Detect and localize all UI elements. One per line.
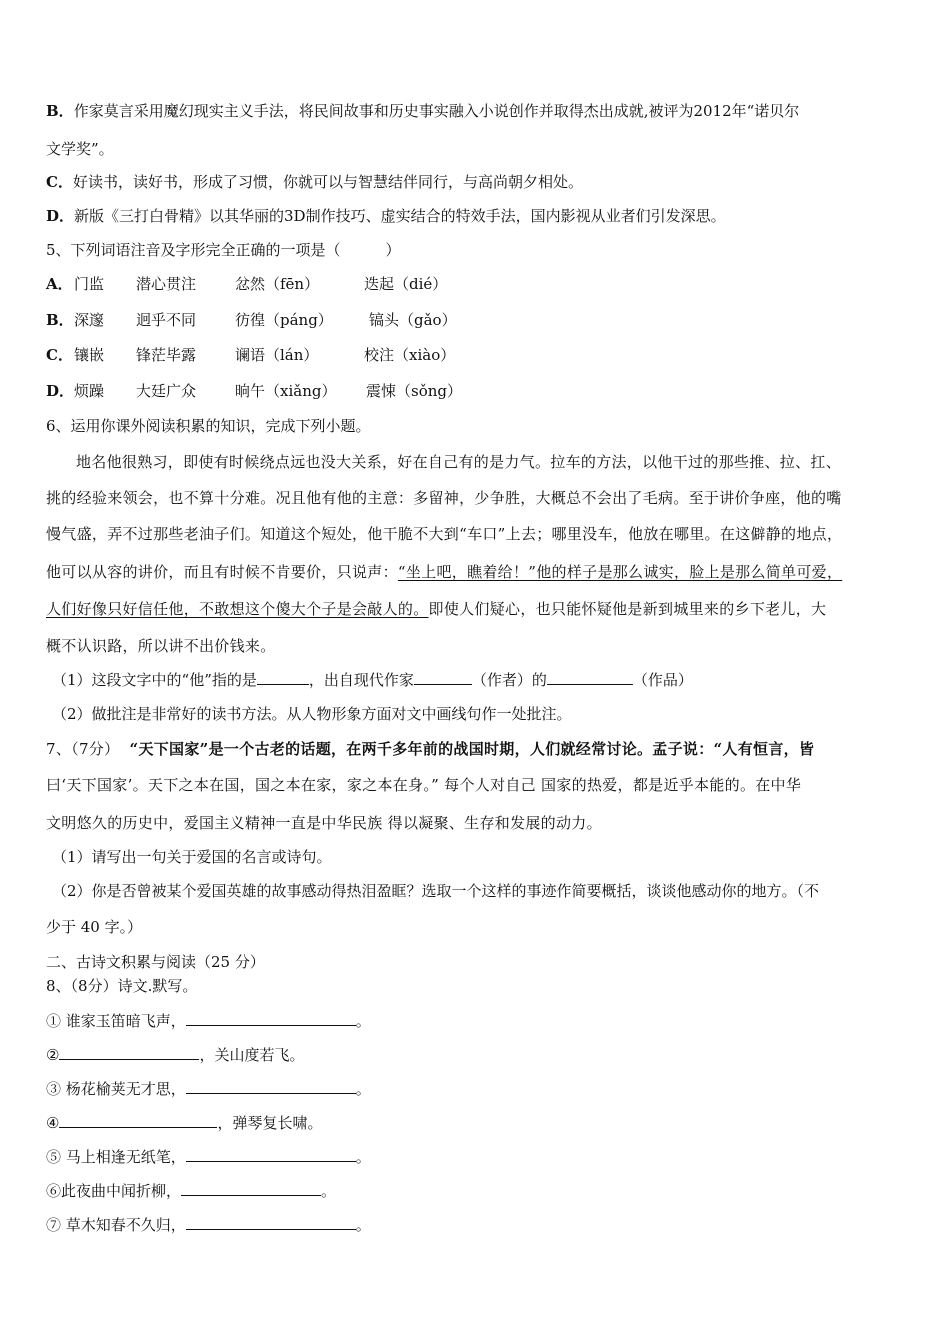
q6-underlined-sentence-part2: 人们好像只好信任他，不敢想这个傻大个子是会敲人的。: [46, 600, 429, 618]
q8-item-3: ③ 杨花榆荚无才思， 。: [46, 1080, 371, 1098]
q6-passage-line1: 地名他很熟习，即使有时候绕点远也没大关系，好在自己有的是力气。拉车的方法，以他干过的那些推、拉、扛、: [76, 453, 842, 471]
q4-option-b-line2: 文学奖”。: [46, 140, 114, 158]
section-2-title: 二、古诗文积累与阅读（25 分）: [46, 953, 265, 971]
q8-item-1: ① 谁家玉笛暗飞声， 。: [46, 1012, 371, 1030]
q4-option-d: D．新版《三打白骨精》以其华丽的3D制作技巧、虚实结合的特效手法，国内影视从业者们引发深思。: [46, 207, 726, 225]
q8-item-4: ④ ，弹琴复长啸。: [46, 1114, 323, 1132]
q8-item-7: ⑦ 草木知春不久归， 。: [46, 1216, 371, 1234]
q8-item-2: ② ，关山度若飞。: [46, 1046, 305, 1064]
q6-sub1-blank-work[interactable]: [547, 670, 633, 685]
q6-passage-line3: 慢气盛，弄不过那些老油子们。知道这个短处，他干脆不大到“车口”上去；哪里没车，他放在哪里。在这僻静的地点，: [46, 525, 843, 543]
q6-sub1-blank-author[interactable]: [414, 670, 472, 685]
q7-line3: 文明悠久的历史中，爱国主义精神一直是中华民族 得以凝聚、生存和发展的动力。: [46, 814, 602, 832]
q6-sub1: （1）这段文字中的“他”指的是 ，出自现代作家 （作者）的 （作品）: [52, 671, 693, 689]
q6-passage-line6: 概不认识路，所以讲不出价钱来。: [46, 637, 276, 655]
q8-stem: 8、（8分）诗文.默写。: [46, 977, 198, 995]
q8-item-5-blank[interactable]: [186, 1147, 356, 1162]
q8-item-4-blank[interactable]: [59, 1113, 217, 1128]
q6-passage-line2: 挑的经验来领会，也不算十分难。况且他有他的主意：多留神，少争胜，大概总不会出了毛病。至于讲价争座，他的嘴: [46, 489, 842, 507]
q7-line2: 曰‘天下国家’。天下之本在国，国之本在家，家之本在身。” 每个人对自己 国家的热爱，都是近乎本能的。在中华: [46, 776, 802, 794]
q6-sub2: （2）做批注是非常好的读书方法。从人物形象方面对文中画线句作一处批注。: [52, 705, 572, 723]
q8-item-2-blank[interactable]: [59, 1045, 199, 1060]
q4-option-b-line1: B．作家莫言采用魔幻现实主义手法，将民间故事和历史事实融入小说创作并取得杰出成就,被评为2012年“诺贝尔: [46, 102, 800, 120]
q7-sub2-line2: 少于 40 字。）: [46, 918, 143, 936]
q7-line1: 7、（7分） “天下国家”是一个古老的话题，在两千多年前的战国时期，人们就经常讨论。孟子说：“人有恒言，皆: [46, 740, 815, 758]
q7-sub1: （1）请写出一句关于爱国的名言或诗句。: [52, 848, 332, 866]
q8-item-7-blank[interactable]: [186, 1215, 356, 1230]
q6-sub1-blank-character[interactable]: [257, 670, 309, 685]
q8-item-6-blank[interactable]: [181, 1181, 321, 1196]
q8-item-3-blank[interactable]: [186, 1079, 356, 1094]
q6-passage-line4: 他可以从容的讲价，而且有时候不肯要价，只说声：“坐上吧，瞧着给！”他的样子是那么诚实，脸上是那么简单可爱，: [46, 563, 843, 581]
q7-sub2-line1: （2）你是否曾被某个爱国英雄的故事感动得热泪盈眶？选取一个这样的事迹作简要概括，谈谈他感动你的地方。（不: [52, 882, 820, 900]
q8-item-6: ⑥此夜曲中闻折柳， 。: [46, 1182, 337, 1200]
q8-item-1-blank[interactable]: [186, 1011, 356, 1026]
q5-stem: 5、下列词语注音及字形完全正确的一项是（ ）: [46, 241, 401, 259]
q6-passage-line5: 人们好像只好信任他，不敢想这个傻大个子是会敲人的。即使人们疑心，也只能怀疑他是新到城里来的乡下老儿，大: [46, 600, 827, 618]
q6-stem: 6、运用你课外阅读积累的知识，完成下列小题。: [46, 417, 371, 435]
q8-item-5: ⑤ 马上相逢无纸笔， 。: [46, 1148, 371, 1166]
q4-option-c: C．好读书，读好书，形成了习惯，你就可以与智慧结伴同行，与高尚朝夕相处。: [46, 173, 583, 191]
q6-underlined-sentence-part1: “坐上吧，瞧着给！”他的样子是那么诚实，脸上是那么简单可爱，: [397, 563, 843, 581]
